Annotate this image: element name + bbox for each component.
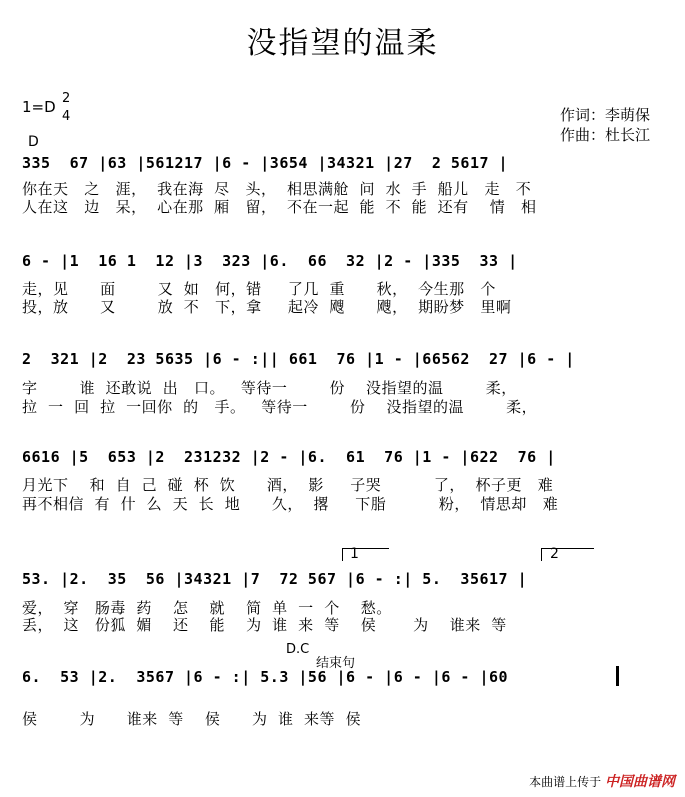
notation-row-5: 53. |2. 35 56 |34321 |7 72 567 |6 - :| 5. 35617 | <box>22 570 528 588</box>
key-signature: 1=D <box>22 98 56 116</box>
lyric-row-5a: 爱， 穿 肠毒 药 怎 就 简 单 一 个 愁。 <box>22 599 392 617</box>
song-title: 没指望的温柔 <box>246 26 439 61</box>
lyric-row-4a: 月光下 和 自 己 碰 杯 饮 酒， 影 子哭 了， 杯子更 难 <box>22 476 554 494</box>
lyric-row-2b: 投，放 又 放 不 下，拿 起冷 飕 飕， 期盼梦 里啊 <box>22 298 512 316</box>
lyricist: 作词：李萌保 <box>560 106 651 124</box>
time-signature-top: 2 <box>62 91 71 106</box>
lyric-row-4b: 再不相信 有 什 么 天 长 地 久， 撂 下脂 粉， 情思却 难 <box>22 495 559 513</box>
lyric-row-6a: 侯 为 谁来 等 侯 为 谁 来等 侯 <box>22 710 362 728</box>
notation-row-2: 6 - |1 16 1 12 |3 323 |6. 66 32 |2 - |335 33 | <box>22 252 518 270</box>
lyric-row-1b: 人在这 边 呆， 心在那 厢 留， 不在一起 能 不 能 还有 情 相 <box>22 198 537 216</box>
site-footer <box>529 771 675 791</box>
key-letter: D <box>28 134 39 150</box>
second-ending-bracket <box>541 548 594 561</box>
lyric-row-2a: 走，见 面 又 如 何，错 了几 重 秋， 今生那 个 <box>22 280 496 298</box>
upload-note: 本曲谱上传于 <box>529 775 602 789</box>
end-phrase-label: 结束句 <box>316 656 356 671</box>
lyric-row-5b: 丢， 这 份狐 媚 还 能 为 谁 来 等 侯 为 谁来 等 <box>22 616 507 634</box>
notation-row-3: 2 321 |2 23 5635 |6 - :|| 661 76 |1 - |66562 27 |6 - | <box>22 350 575 368</box>
final-barline <box>616 666 619 686</box>
notation-row-6: 6. 53 |2. 3567 |6 - :| 5.3 |56 |6 - |6 - |6 - |60 <box>22 668 509 686</box>
first-ending-label: 1 <box>350 546 359 562</box>
second-ending-label: 2 <box>550 546 559 562</box>
lyric-row-1a: 你在天 之 涯， 我在海 尽 头， 相思满舱 问 水 手 船儿 走 不 <box>22 180 532 198</box>
notation-row-1: 335 67 |63 |561217 |6 - |3654 |34321 |27 2 5617 | <box>22 154 509 172</box>
lyric-row-3a: 字 谁 还敢说 出 口。 等待一 份 没指望的温 柔， <box>22 379 517 397</box>
composer: 作曲：杜长江 <box>560 126 651 144</box>
lyric-row-3b: 拉 一 回 拉 一回你 的 手。 等待一 份 没指望的温 柔， <box>22 398 538 416</box>
notation-row-4: 6616 |5 653 |2 231232 |2 - |6. 61 76 |1 - |622 76 | <box>22 448 556 466</box>
site-brand[interactable]: 中国曲谱网 <box>605 774 675 790</box>
da-capo-mark: D.C <box>286 642 310 657</box>
time-signature-bottom: 4 <box>62 109 71 124</box>
